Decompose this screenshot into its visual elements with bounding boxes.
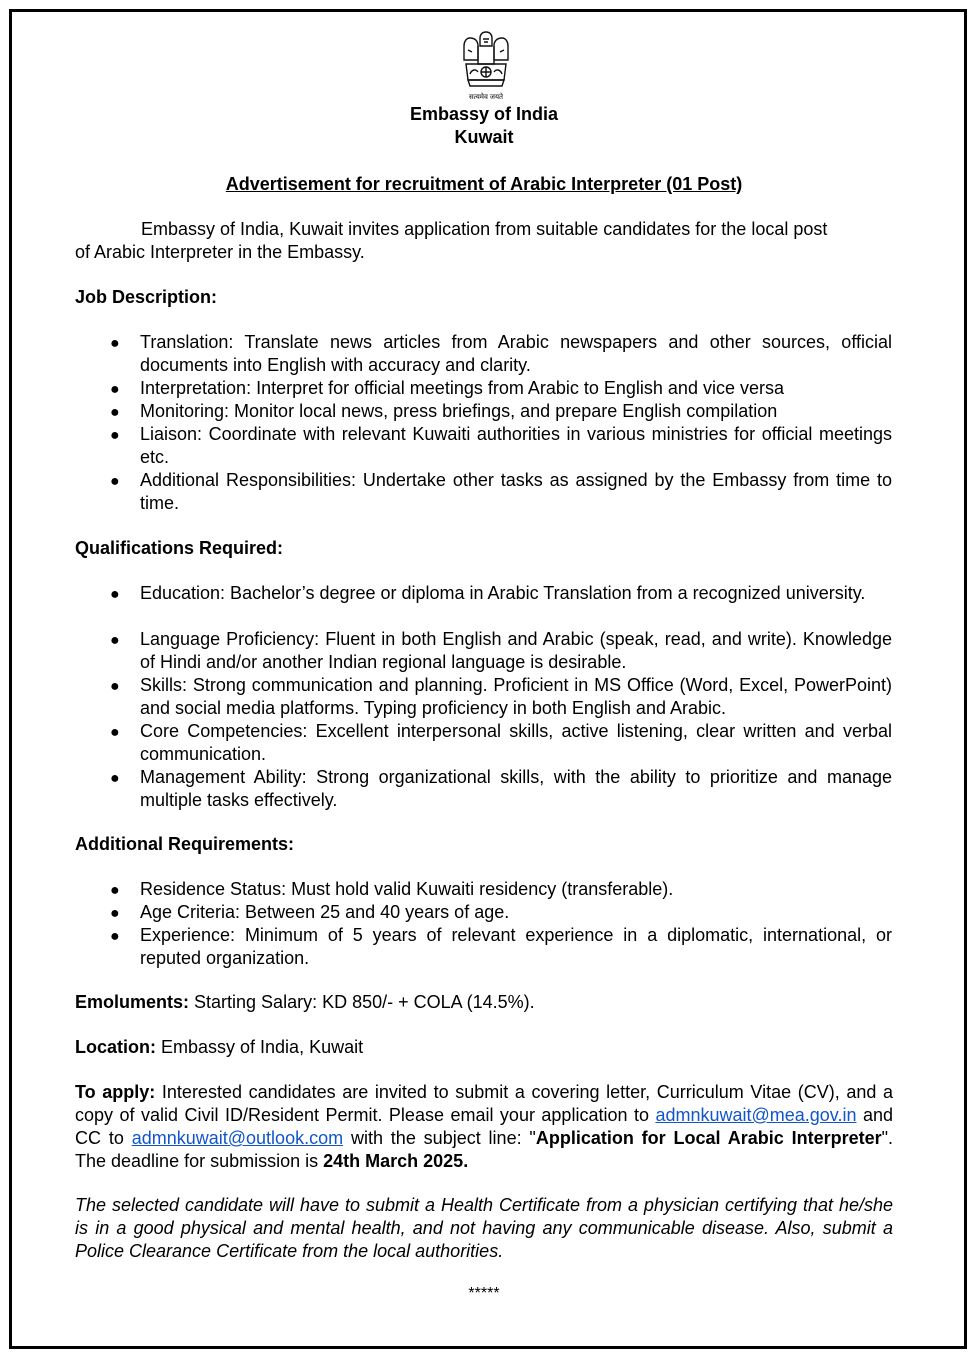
section-heading-qualifications: Qualifications Required: — [75, 538, 284, 558]
health-note: The selected candidate will have to submit a Health Certificate from a physician certifying that he/she is in a good physical and mental health, and not having any communicable disease. Also, submit a Police Clearance Certificate from the local authorities. — [75, 1195, 893, 1261]
section-heading-additional: Additional Requirements: — [75, 834, 295, 854]
email-link-primary[interactable]: admnkuwait@mea.gov.in — [655, 1105, 857, 1125]
list-item: Skills: Strong communication and planning. Proficient in MS Office (Word, Excel, PowerPoint) and social media platforms. Typing proficiency in both English and Arabic. — [140, 675, 892, 718]
list-item: Monitoring: Monitor local news, press briefings, and prepare English compilation — [140, 401, 778, 421]
apply-text: and CC to — [75, 1105, 893, 1148]
list-item: Additional Responsibilities: Undertake other tasks as assigned by the Embassy from time to time. — [140, 470, 892, 513]
bullet-icon: ● — [110, 586, 120, 603]
emblem-motto: सत्यमेव जयते — [468, 94, 504, 101]
bullet-icon: ● — [110, 404, 120, 421]
section-heading-job: Job Description: — [75, 287, 218, 307]
bullet-icon: ● — [110, 678, 120, 695]
emoluments-line — [75, 991, 893, 1014]
list-item: Age Criteria: Between 25 and 40 years of age. — [140, 902, 510, 922]
location-label: Location: — [75, 1037, 156, 1057]
bullet-icon: ● — [110, 427, 120, 444]
org-name: Embassy of India — [409, 104, 559, 124]
bullet-icon: ● — [110, 473, 120, 490]
bullet-icon: ● — [110, 632, 120, 649]
intro-line-1: Embassy of India, Kuwait invites application from suitable candidates for the local post — [141, 219, 828, 239]
apply-label: To apply: — [75, 1082, 156, 1102]
location-line — [75, 1036, 893, 1059]
bullet-icon: ● — [110, 381, 120, 398]
list-item: Translation: Translate news articles from Arabic newspapers and other sources, official documents into English with accuracy and clarity. — [140, 332, 892, 375]
list-item: Core Competencies: Excellent interpersonal skills, active listening, clear written and verbal communication. — [140, 721, 892, 764]
bullet-icon: ● — [110, 928, 120, 945]
intro-line-2: of Arabic Interpreter in the Embassy. — [75, 242, 365, 262]
email-link-cc[interactable]: admnkuwait@outlook.com — [131, 1128, 344, 1148]
apply-paragraph — [75, 1081, 893, 1173]
page-title: Advertisement for recruitment of Arabic Interpreter (01 Post) — [225, 174, 743, 194]
national-emblem-icon — [456, 24, 516, 104]
bullet-icon: ● — [110, 724, 120, 741]
list-item: Experience: Minimum of 5 years of relevant experience in a diplomatic, international, or reputed organization. — [140, 925, 892, 968]
apply-text: ". The deadline for submission is — [75, 1128, 894, 1171]
bullet-icon: ● — [110, 335, 120, 352]
list-item: Education: Bachelor’s degree or diploma in Arabic Translation from a recognized university. — [140, 583, 866, 603]
bullet-icon: ● — [110, 882, 120, 899]
org-city: Kuwait — [454, 127, 514, 147]
apply-text: with the subject line: " — [343, 1128, 536, 1148]
list-item: Management Ability: Strong organizational skills, with the ability to prioritize and manage multiple tasks effectively. — [140, 767, 892, 810]
list-item: Interpretation: Interpret for official meetings from Arabic to English and vice versa — [140, 378, 784, 398]
emoluments-label: Emoluments: — [75, 992, 190, 1012]
bullet-icon: ● — [110, 770, 120, 787]
email-subject: Application for Local Arabic Interpreter — [535, 1128, 882, 1148]
list-item: Language Proficiency: Fluent in both English and Arabic (speak, read, and write). Knowledge of Hindi and/or another Indian regional language is desirable. — [140, 629, 892, 672]
location-text: Embassy of India, Kuwait — [156, 1037, 364, 1057]
bullet-icon: ● — [110, 905, 120, 922]
deadline: 24th March 2025. — [323, 1151, 469, 1171]
list-item: Liaison: Coordinate with relevant Kuwaiti authorities in various ministries for official meetings etc. — [140, 424, 892, 467]
emoluments-text: Starting Salary: KD 850/- + COLA (14.5%). — [189, 992, 535, 1012]
list-item: Residence Status: Must hold valid Kuwaiti residency (transferable). — [140, 879, 674, 899]
apply-text: Interested candidates are invited to submit a covering letter, Curriculum Vitae (CV), and a copy of valid Civil ID/Resident Permit. Please email your application to — [75, 1082, 893, 1125]
closing-stars: ***** — [468, 1285, 500, 1302]
